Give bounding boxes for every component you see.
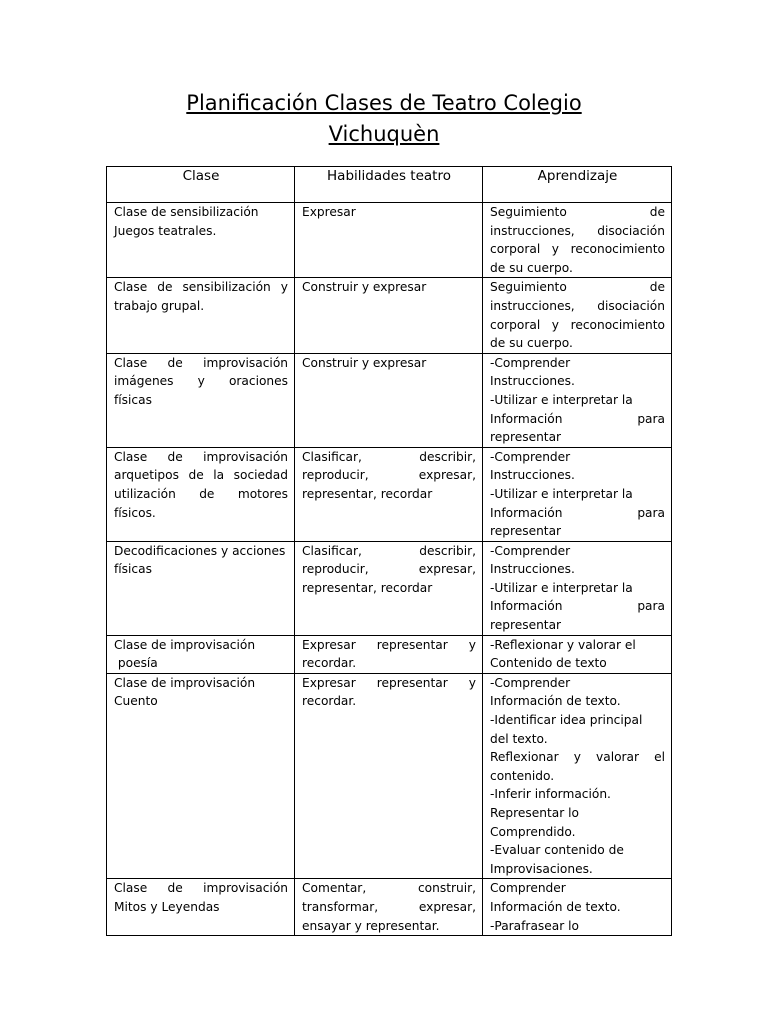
cell-line: contenido. bbox=[490, 768, 555, 783]
table-row bbox=[107, 541, 672, 635]
cell-line: Instrucciones. bbox=[490, 468, 575, 483]
cell-habilidades bbox=[295, 447, 483, 541]
planning-table bbox=[106, 166, 672, 936]
cell-clase bbox=[107, 673, 295, 879]
cell-line: Clase de improvisación bbox=[114, 675, 256, 690]
cell-habilidades bbox=[295, 673, 483, 879]
cell-text: Clase de sensibilización Juegos teatrales. bbox=[114, 205, 263, 238]
cell-text: Expresar representar y recordar. bbox=[302, 637, 476, 671]
table-header-row bbox=[107, 167, 672, 203]
cell-clase bbox=[107, 353, 295, 447]
cell-line: -Inferir información. bbox=[490, 787, 611, 802]
cell-text: Clase de sensibilización y trabajo grupal. bbox=[114, 280, 288, 313]
cell-text: Clase de improvisación arquetipos de la sociedad utilización de motores físicos. bbox=[114, 449, 288, 520]
cell-text: Clasificar, describir, reproducir, expresar, representar, recordar bbox=[302, 543, 476, 595]
cell-line: Improvisaciones. bbox=[490, 861, 593, 876]
cell-line: Información para bbox=[490, 599, 665, 614]
cell-clase bbox=[107, 447, 295, 541]
cell-text: Expresar representar y recordar. bbox=[302, 675, 476, 709]
page-title bbox=[0, 88, 768, 150]
cell-text: Construir y expresar bbox=[302, 280, 427, 295]
table-row bbox=[107, 203, 672, 278]
cell-text: Comentar, construir, transformar, expresar, ensayar y representar. bbox=[302, 881, 476, 933]
cell-line: Información para bbox=[490, 505, 665, 520]
cell-line: Representar lo bbox=[490, 806, 579, 820]
title-line-2: Vichuquèn bbox=[328, 122, 440, 146]
cell-line: -Comprender bbox=[490, 675, 571, 690]
cell-line: poesía bbox=[114, 656, 158, 671]
cell-line: Comprendido. bbox=[490, 824, 576, 839]
cell-line: Instrucciones. bbox=[490, 562, 575, 577]
header-habilidades: Habilidades teatro bbox=[295, 167, 483, 203]
header-aprendizaje: Aprendizaje bbox=[483, 167, 672, 203]
cell-line: -Utilizar e interpretar la bbox=[490, 580, 633, 595]
cell-habilidades bbox=[295, 635, 483, 673]
cell-aprendizaje bbox=[483, 203, 672, 278]
cell-line: Clase de improvisación bbox=[114, 637, 256, 652]
table-row bbox=[107, 447, 672, 541]
cell-aprendizaje bbox=[483, 879, 672, 936]
cell-clase bbox=[107, 203, 295, 278]
cell-habilidades bbox=[295, 879, 483, 936]
cell-aprendizaje bbox=[483, 673, 672, 879]
table-row bbox=[107, 635, 672, 673]
cell-line: representar bbox=[490, 524, 562, 539]
cell-aprendizaje bbox=[483, 353, 672, 447]
cell-line: -Utilizar e interpretar la bbox=[490, 486, 633, 501]
header-clase: Clase bbox=[107, 167, 295, 203]
cell-clase bbox=[107, 879, 295, 936]
cell-text: Construir y expresar bbox=[302, 355, 427, 370]
cell-habilidades bbox=[295, 278, 483, 353]
cell-clase bbox=[107, 541, 295, 635]
title-line-1: Planificación Clases de Teatro Colegio bbox=[186, 91, 582, 115]
cell-line: -Parafrasear lo bbox=[490, 918, 579, 933]
cell-aprendizaje bbox=[483, 278, 672, 353]
cell-line: -Evaluar contenido de bbox=[490, 843, 624, 858]
cell-line: -Comprender bbox=[490, 543, 571, 558]
cell-habilidades bbox=[295, 203, 483, 278]
cell-clase bbox=[107, 278, 295, 353]
cell-line: -Reflexionar y valorar el bbox=[490, 637, 636, 652]
cell-line: -Utilizar e interpretar la bbox=[490, 392, 633, 407]
cell-habilidades bbox=[295, 353, 483, 447]
cell-habilidades bbox=[295, 541, 483, 635]
cell-line: -Comprender bbox=[490, 449, 571, 464]
table-row bbox=[107, 673, 672, 879]
cell-line: -Comprender bbox=[490, 355, 571, 370]
cell-text: Clase de improvisación Mitos y Leyendas bbox=[114, 881, 288, 914]
cell-text: Seguimiento de instrucciones, disociación corporal y reconocimiento de su cuerpo. bbox=[490, 280, 665, 351]
table-row bbox=[107, 879, 672, 936]
cell-line: representar bbox=[490, 430, 562, 445]
cell-aprendizaje bbox=[483, 447, 672, 541]
cell-line: Información para bbox=[490, 411, 665, 426]
cell-text: Seguimiento de instrucciones, disociación corporal y reconocimiento de su cuerpo. bbox=[490, 205, 665, 275]
cell-line: representar bbox=[490, 618, 562, 633]
cell-aprendizaje bbox=[483, 541, 672, 635]
cell-line: Información de texto. bbox=[490, 899, 621, 914]
table-row bbox=[107, 278, 672, 353]
table-row bbox=[107, 353, 672, 447]
cell-text: Clase de improvisación imágenes y oraciones físicas bbox=[114, 355, 288, 407]
cell-line: Cuento bbox=[114, 694, 158, 709]
cell-line: del texto. bbox=[490, 731, 548, 746]
cell-line: Contenido de texto bbox=[490, 656, 607, 671]
cell-text: Expresar bbox=[302, 205, 356, 219]
cell-line: Comprender bbox=[490, 881, 566, 896]
cell-text: Clasificar, describir, reproducir, expresar, representar, recordar bbox=[302, 449, 476, 501]
cell-text: Decodificaciones y acciones físicas bbox=[114, 543, 290, 577]
cell-clase bbox=[107, 635, 295, 673]
cell-aprendizaje bbox=[483, 635, 672, 673]
cell-line: Instrucciones. bbox=[490, 374, 575, 389]
cell-line: Reflexionar y valorar el bbox=[490, 750, 665, 765]
cell-line: -Identificar idea principal bbox=[490, 713, 643, 728]
cell-line: Información de texto. bbox=[490, 694, 621, 709]
